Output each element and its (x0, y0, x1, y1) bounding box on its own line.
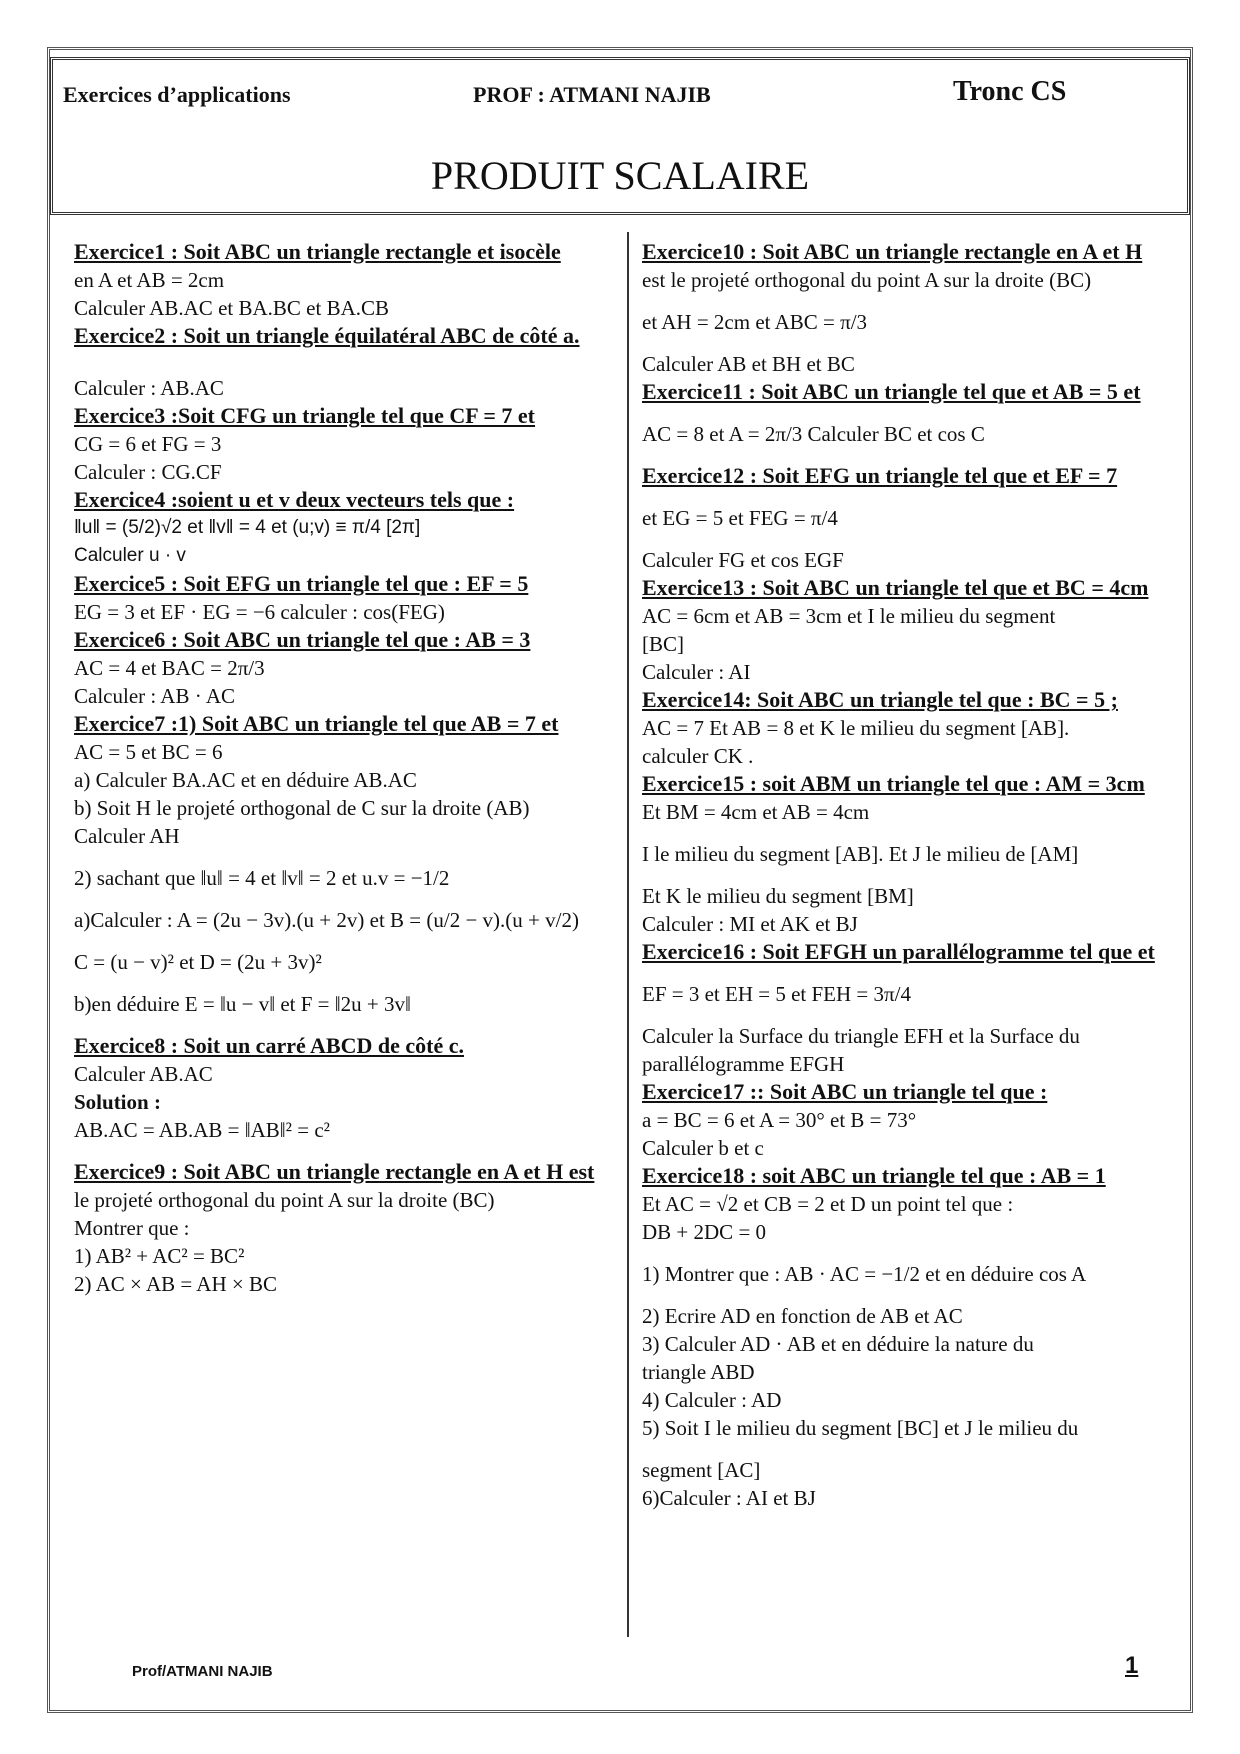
ex7-line3: a) Calculer BA.AC et en déduire AB.AC (74, 768, 417, 792)
ex2-title: Exercice2 : Soit un triangle équilatéral ABC de côté a. (74, 323, 580, 348)
spacer (642, 532, 1184, 546)
ex7-line8: C = (u − v)² et D = (2u + 3v)² (74, 950, 322, 974)
header-center: PROF : ATMANI NAJIB (473, 82, 711, 107)
ex9-line2: le projeté orthogonal du point A sur la droite (BC) (74, 1188, 495, 1212)
ex1-line3: Calculer AB.AC et BA.BC et BA.CB (74, 296, 389, 320)
ex5-line2: EG = 3 et EF · EG = −6 calculer : cos(FEG) (74, 600, 445, 624)
page-number: 1 (1125, 1652, 1139, 1679)
ex9-line3: Montrer que : (74, 1216, 190, 1240)
ex8-line2: Calculer AB.AC (74, 1062, 213, 1086)
spacer (642, 1246, 1184, 1260)
ex6-title: Exercice6 : Soit ABC un triangle tel que : AB = 3 (74, 627, 531, 652)
ex16-line3: Calculer la Surface du triangle EFH et la Surface du (642, 1024, 1080, 1048)
ex13-line4: Calculer : AI (642, 660, 751, 684)
page-title: PRODUIT SCALAIRE (430, 153, 810, 198)
ex18-title: Exercice18 : soit ABC un triangle tel que : AB = 1 (642, 1163, 1106, 1188)
ex14-line3: calculer CK . (642, 744, 754, 768)
ex16-line2: EF = 3 et EH = 5 et FEH = 3π/4 (642, 982, 911, 1006)
ex7-line6: 2) sachant que ‖u‖ = 4 et ‖v‖ = 2 et u.v = −1/2 (74, 866, 450, 890)
ex18-line7: triangle ABD (642, 1360, 755, 1384)
ex2-line2: Calculer : AB.AC (74, 376, 224, 400)
ex15-line5: Calculer : MI et AK et BJ (642, 912, 858, 936)
ex13-title: Exercice13 : Soit ABC un triangle tel que et BC = 4cm (642, 575, 1149, 600)
ex18-line3: DB + 2DC = 0 (642, 1220, 767, 1244)
ex15-title: Exercice15 : soit ABM un triangle tel que : AM = 3cm (642, 771, 1145, 796)
ex3-title: Exercice3 :Soit CFG un triangle tel que CF = 7 et (74, 403, 536, 428)
spacer (642, 448, 1184, 462)
ex10-title: Exercice10 : Soit ABC un triangle rectangle en A et H (642, 239, 1143, 264)
ex18-line4: 1) Montrer que : AB · AC = −1/2 et en déduire cos A (642, 1262, 1087, 1286)
ex18-line5: 2) Ecrire AD en fonction de AB et AC (642, 1304, 963, 1328)
spacer (642, 1008, 1184, 1022)
ex1-title: Exercice1 : Soit ABC un triangle rectangle et isocèle (74, 239, 561, 264)
spacer (642, 490, 1184, 504)
ex11-line2: AC = 8 et A = 2π/3 Calculer BC et cos C (642, 422, 985, 446)
ex9-line4: 1) AB² + AC² = BC² (74, 1244, 245, 1268)
ex14-title: Exercice14: Soit ABC un triangle tel que : BC = 5 ; (642, 687, 1118, 712)
ex18-line11: 6)Calculer : AI et BJ (642, 1486, 816, 1510)
spacer (642, 1288, 1184, 1302)
ex18-line10: segment [AC] (642, 1458, 761, 1482)
spacer (642, 406, 1184, 420)
ex10-line4: Calculer AB et BH et BC (642, 352, 855, 376)
ex17-title: Exercice17 :: Soit ABC un triangle tel que : (642, 1079, 1048, 1104)
spacer (642, 868, 1184, 882)
ex9-line5: 2) AC × AB = AH × BC (74, 1272, 277, 1296)
ex7-line5: Calculer AH (74, 824, 180, 848)
ex16-title: Exercice16 : Soit EFGH un parallélogramme tel que et (642, 939, 1155, 964)
header-left: Exercices d’applications (63, 82, 291, 107)
left-column (74, 238, 614, 1298)
spacer (642, 826, 1184, 840)
ex7-line2: AC = 5 et BC = 6 (74, 740, 223, 764)
spacer (642, 966, 1184, 980)
ex3-line2: CG = 6 et FG = 3 (74, 432, 222, 456)
ex17-line2: a = BC = 6 et A = 30° et B = 73° (642, 1108, 917, 1132)
ex14-line2: AC = 7 Et AB = 8 et K le milieu du segment [AB]. (642, 716, 1070, 740)
ex6-line2: AC = 4 et BAC = 2π/3 (74, 656, 265, 680)
ex15-line2: Et BM = 4cm et AB = 4cm (642, 800, 870, 824)
ex7-line9: b)en déduire E = ‖u − v‖ et F = ‖2u + 3v‖ (74, 992, 411, 1016)
ex8-solution: AB.AC = AB.AB = ‖AB‖² = c² (74, 1118, 330, 1142)
header-right: Tronc CS (953, 76, 1067, 107)
ex18-line9: 5) Soit I le milieu du segment [BC] et J le milieu du (642, 1416, 1079, 1440)
ex15-line3: I le milieu du segment [AB]. Et J le milieu de [AM] (642, 842, 1079, 866)
header-box (50, 57, 1190, 215)
right-column (642, 238, 1184, 1512)
ex16-line4: parallélogramme EFGH (642, 1052, 845, 1076)
ex15-line4: Et K le milieu du segment [BM] (642, 884, 914, 908)
ex12-title: Exercice12 : Soit EFG un triangle tel que et EF = 7 (642, 463, 1118, 488)
ex12-line2: et EG = 5 et FEG = π/4 (642, 506, 838, 530)
spacer (74, 850, 614, 864)
spacer (74, 350, 614, 374)
ex13-line2: AC = 6cm et AB = 3cm et I le milieu du segment (642, 604, 1056, 628)
ex4-title: Exercice4 :soient u et v deux vecteurs tels que : (74, 487, 515, 512)
spacer (642, 336, 1184, 350)
ex8-solution-label: Solution : (74, 1090, 161, 1114)
ex5-title: Exercice5 : Soit EFG un triangle tel que : EF = 5 (74, 571, 529, 596)
spacer (74, 976, 614, 990)
spacer (74, 1018, 614, 1032)
ex1-line2: en A et AB = 2cm (74, 268, 225, 292)
ex9-title: Exercice9 : Soit ABC un triangle rectangle en A et H est (74, 1159, 595, 1184)
ex4-line3: Calculer u · v (74, 545, 186, 566)
spacer (74, 934, 614, 948)
ex7-line7: a)Calculer : A = (2u − 3v).(u + 2v) et B = (u/2 − v).(u + v/2) (74, 908, 579, 932)
footer-author: Prof/ATMANI NAJIB (132, 1663, 273, 1680)
ex3-line3: Calculer : CG.CF (74, 460, 222, 484)
ex7-title: Exercice7 :1) Soit ABC un triangle tel que AB = 7 et (74, 711, 559, 736)
ex7-line4: b) Soit H le projeté orthogonal de C sur la droite (AB) (74, 796, 530, 820)
ex10-line3: et AH = 2cm et ABC = π/3 (642, 310, 868, 334)
ex13-line3: [BC] (642, 632, 684, 656)
spacer (642, 294, 1184, 308)
ex10-line2: est le projeté orthogonal du point A sur la droite (BC) (642, 268, 1092, 292)
ex17-line3: Calculer b et c (642, 1136, 764, 1160)
spacer (74, 892, 614, 906)
column-divider (627, 232, 629, 1637)
ex6-line3: Calculer : AB · AC (74, 684, 235, 708)
spacer (74, 1144, 614, 1158)
ex8-title: Exercice8 : Soit un carré ABCD de côté c. (74, 1033, 464, 1058)
ex11-title: Exercice11 : Soit ABC un triangle tel que et AB = 5 et (642, 379, 1141, 404)
ex18-line2: Et AC = √2 et CB = 2 et D un point tel que : (642, 1192, 1014, 1216)
spacer (642, 1442, 1184, 1456)
ex12-line3: Calculer FG et cos EGF (642, 548, 844, 572)
ex4-line2: ‖u‖ = (5/2)√2 et ‖v‖ = 4 et (u;v) ≡ π/4 [2π] (74, 517, 421, 538)
ex18-line8: 4) Calculer : AD (642, 1388, 782, 1412)
ex18-line6: 3) Calculer AD · AB et en déduire la nature du (642, 1332, 1034, 1356)
